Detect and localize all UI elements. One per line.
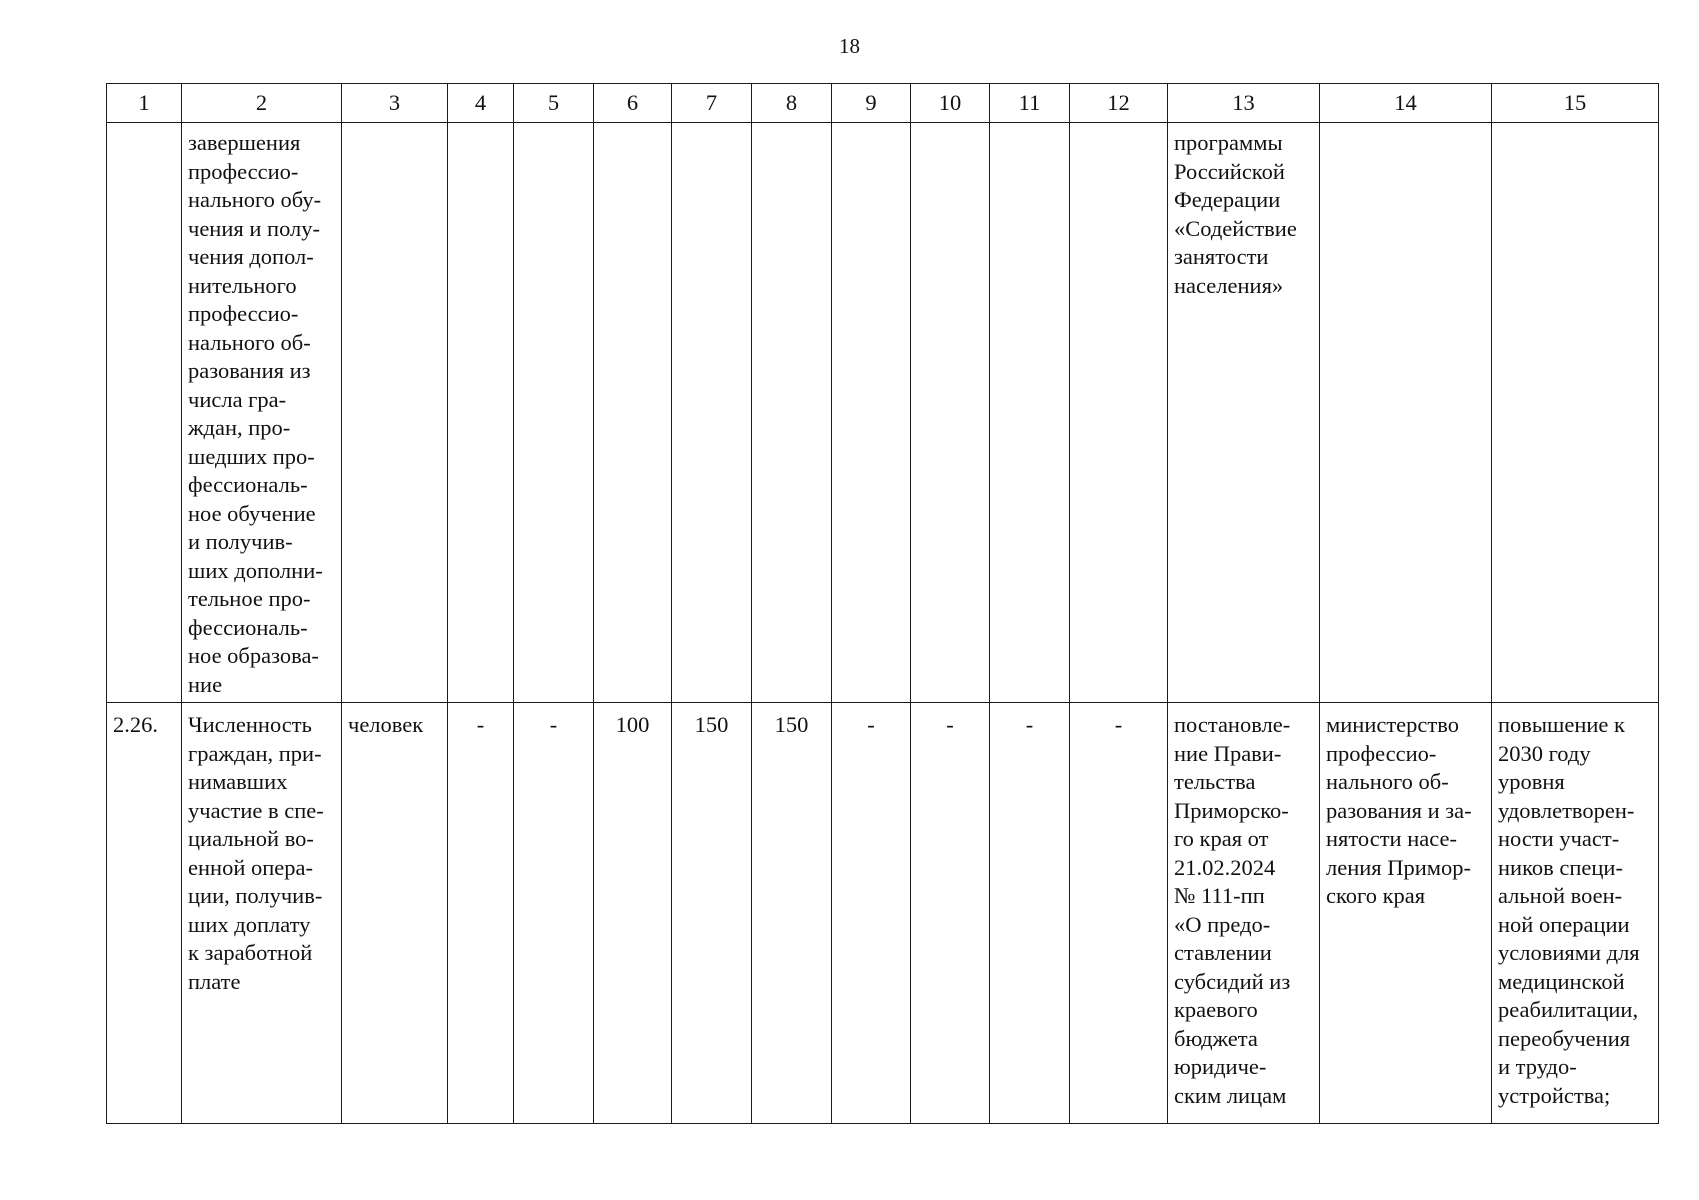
column-header-15: 15 <box>1492 84 1659 123</box>
column-header-1: 1 <box>107 84 182 123</box>
cell-col-7 <box>672 123 752 703</box>
cell-col-11 <box>990 703 1070 1124</box>
column-header-14: 14 <box>1320 84 1492 123</box>
cell-col-5 <box>514 703 594 1124</box>
cell-col-8 <box>752 703 832 1124</box>
column-header-6: 6 <box>594 84 672 123</box>
cell-col-12 <box>1070 703 1168 1124</box>
column-header-4: 4 <box>448 84 514 123</box>
cell-indicator-name <box>182 703 342 1124</box>
cell-col-10 <box>911 703 990 1124</box>
column-header-10: 10 <box>911 84 990 123</box>
cell-col-9 <box>832 123 911 703</box>
cell-col-4 <box>448 703 514 1124</box>
cell-legal-basis <box>1168 123 1320 703</box>
cell-col-7 <box>672 703 752 1124</box>
column-number-header-row <box>107 84 1659 123</box>
cell-col-11 <box>990 123 1070 703</box>
col-10-text: - <box>946 712 954 737</box>
col-4-text: - <box>476 712 485 737</box>
responsible-text: министерство профессио- нального об- разования и за- нятости насе- ления Примор- ского края <box>1326 712 1472 908</box>
indicator-name-text: завершения профессио- нального обу- чения и полу- чения допол- нительного профессио- нального об- разования из числа гра- ждан, про- шедших про- фессиональ- ное обучение и получив- ших дополни- тельное про- фессиональ- ное образова- ние <box>188 130 323 697</box>
col-11-text: - <box>1025 712 1034 737</box>
cell-col-4 <box>448 123 514 703</box>
col-5-text: - <box>549 712 558 737</box>
cell-number-text: 2.26. <box>113 712 158 737</box>
column-header-11: 11 <box>990 84 1070 123</box>
cell-unit <box>342 123 448 703</box>
table-row-2-26 <box>107 703 1659 1124</box>
cell-col-6 <box>594 703 672 1124</box>
column-header-13: 13 <box>1168 84 1320 123</box>
goal-text: повышение к 2030 году уровня удовлетворен- ности участ- ников специ- альной воен- ной операции условиями для медицинской реабилитации, переобучения и трудо- устройства; <box>1498 712 1640 1108</box>
cell-col-12 <box>1070 123 1168 703</box>
cell-indicator-name <box>182 123 342 703</box>
cell-goal <box>1492 123 1659 703</box>
column-header-12: 12 <box>1070 84 1168 123</box>
indicators-table <box>106 83 1659 1124</box>
cell-col-5 <box>514 123 594 703</box>
column-header-7: 7 <box>672 84 752 123</box>
column-header-9: 9 <box>832 84 911 123</box>
cell-col-6 <box>594 123 672 703</box>
cell-legal-basis <box>1168 703 1320 1124</box>
col-8-text: 150 <box>774 712 809 737</box>
cell-col-10 <box>911 123 990 703</box>
cell-col-9 <box>832 703 911 1124</box>
col-6-text: 100 <box>615 712 650 737</box>
column-header-8: 8 <box>752 84 832 123</box>
cell-col-8 <box>752 123 832 703</box>
column-header-3: 3 <box>342 84 448 123</box>
cell-number <box>107 123 182 703</box>
cell-unit <box>342 703 448 1124</box>
legal-basis-text: постановле- ние Прави- тельства Приморско- го края от 21.02.2024 № 111-пп «О предо- ставлении субсидий из краевого бюджета юридиче- ским лицам <box>1174 712 1291 1108</box>
cell-number <box>107 703 182 1124</box>
column-header-2: 2 <box>182 84 342 123</box>
cell-goal <box>1492 703 1659 1124</box>
col-12-text: - <box>1114 712 1123 737</box>
page-number: 18 <box>839 34 860 58</box>
legal-basis-text: программы Российской Федерации «Содействие занятости населения» <box>1174 130 1297 298</box>
cell-responsible <box>1320 703 1492 1124</box>
table-row-continuation <box>107 123 1659 703</box>
unit-text: человек <box>348 712 424 737</box>
col-9-text: - <box>867 712 875 737</box>
col-7-text: 150 <box>694 712 729 737</box>
column-header-5: 5 <box>514 84 594 123</box>
indicator-name-text: Численность граждан, при- нимавших участие в спе- циальной во- енной опера- ции, получив- ших доплату к заработной плате <box>188 712 324 994</box>
cell-responsible <box>1320 123 1492 703</box>
